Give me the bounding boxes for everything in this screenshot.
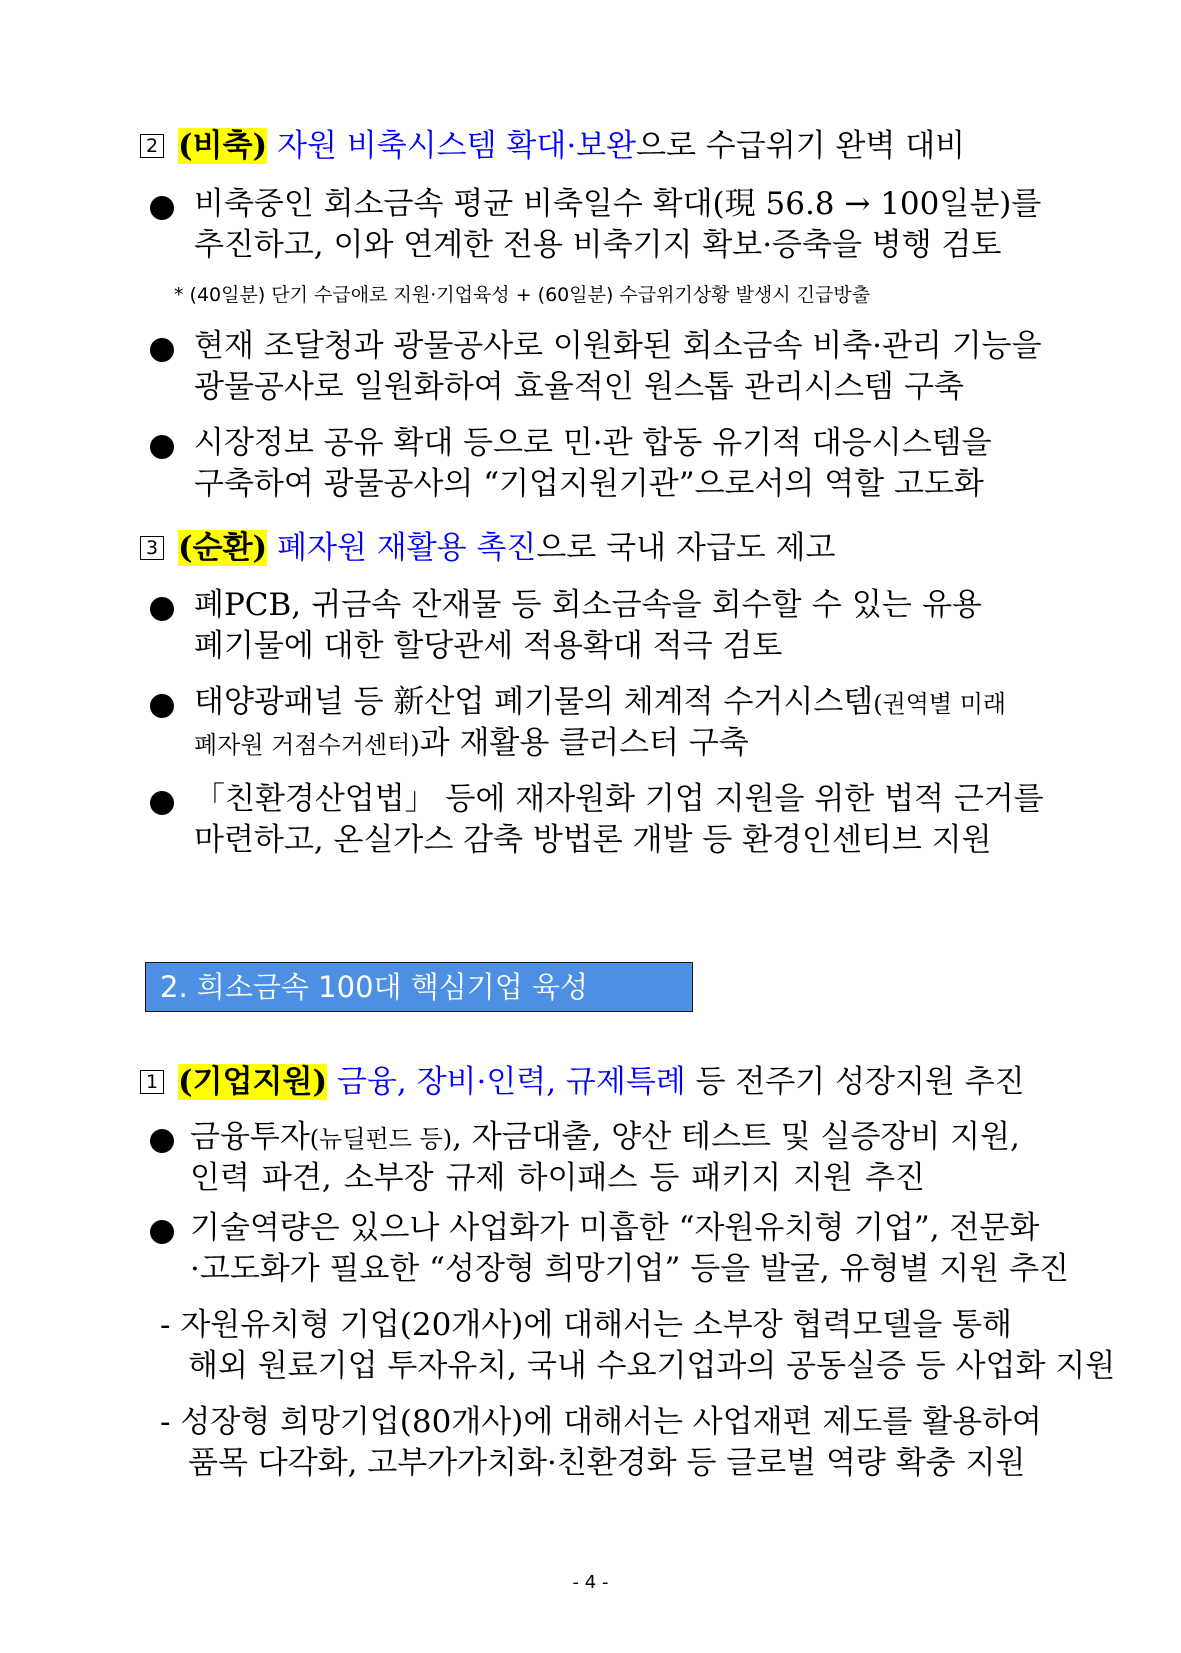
heading-rest-text: 으로 수급위기 완벽 대비 — [636, 128, 966, 164]
bullet-icon — [150, 1129, 174, 1153]
section-title-box — [145, 962, 693, 1012]
bullet-line — [190, 1117, 1020, 1159]
bullet-line: ·고도화가 필요한 “성장형 희망기업” 등을 발굴, 유형별 지원 추진 — [190, 1251, 1069, 1287]
bullet-line: 인력 파견, 소부장 규제 하이패스 등 패키지 지원 추진 — [190, 1160, 925, 1196]
heading-blue-text: 자원 비축시스템 확대·보완 — [277, 128, 637, 164]
bullet-text-small: 폐자원 거점수거센터) — [194, 731, 420, 759]
section-number-box: 1 — [140, 1070, 164, 1094]
bullet-icon — [150, 791, 174, 815]
bullet-line: 구축하여 광물공사의 “기업지원기관”으로서의 역할 고도화 — [194, 466, 984, 502]
heading-rest-text: 으로 국내 자급도 제고 — [536, 530, 836, 566]
bullet-icon — [150, 1220, 174, 1244]
bullet-text-small: (뉴딜펀드 등) — [309, 1125, 453, 1153]
section-number-box: 2 — [140, 134, 164, 158]
bullet-line: 폐기물에 대한 할당관세 적용확대 적극 검토 — [194, 628, 783, 664]
heading-blue-text: 폐자원 재활용 촉진 — [277, 530, 537, 566]
bullet-icon — [150, 597, 174, 621]
section-number-box: 3 — [140, 536, 164, 560]
dash-item-continuation: 품목 다각화, 고부가가치화·친환경화 등 글로벌 역량 확충 지원 — [188, 1445, 1026, 1481]
heading-tag: (비축) — [178, 128, 268, 164]
bullet-line: 폐PCB, 귀금속 잔재물 등 회소금속을 회수할 수 있는 유용 — [194, 587, 982, 623]
bullet-line — [194, 682, 1006, 724]
bullet-text: 태양광패널 등 新산업 폐기물의 체계적 수거시스템 — [194, 684, 874, 720]
footnote: * (40일분) 단기 수급애로 지원·기업육성 + (60일분) 수급위기상황 발생시 긴급방출 — [174, 284, 871, 306]
bullet-text: 금융투자 — [190, 1119, 310, 1155]
bullet-text: , 자금대출, 양산 테스트 및 실증장비 지원, — [452, 1119, 1020, 1155]
bullet-text: 과 재활용 클러스터 구축 — [419, 725, 749, 761]
bullet-line: 광물공사로 일원화하여 효율적인 원스톱 관리시스템 구축 — [194, 369, 964, 405]
bullet-icon — [150, 196, 174, 220]
section-heading-recycling — [140, 528, 835, 568]
bullet-icon — [150, 435, 174, 459]
heading-blue-text: 금융, 장비·인력, 규제특례 — [336, 1064, 686, 1100]
heading-rest-text: 등 전주기 성장지원 추진 — [685, 1064, 1025, 1100]
section-heading-company-support — [140, 1062, 1025, 1102]
dash-item: - 자원유치형 기업(20개사)에 대해서는 소부장 협력모델을 통해 — [160, 1307, 1012, 1343]
heading-tag: (순환) — [178, 530, 268, 566]
bullet-line: 비축중인 회소금속 평균 비축일수 확대(現 56.8 → 100일분)를 — [194, 186, 1042, 222]
bullet-line: 마련하고, 온실가스 감축 방법론 개발 등 환경인센티브 지원 — [194, 822, 992, 858]
page-number: - 4 - — [572, 1572, 609, 1593]
dash-item-continuation: 해외 원료기업 투자유치, 국내 수요기업과의 공동실증 등 사업화 지원 — [188, 1348, 1116, 1384]
dash-item: - 성장형 희망기업(80개사)에 대해서는 사업재편 제도를 활용하여 — [160, 1404, 1042, 1440]
section-heading-stockpile — [140, 126, 965, 166]
bullet-line: 「친환경산업법」 등에 재자원화 기업 지원을 위한 법적 근거를 — [194, 781, 1044, 817]
bullet-icon — [150, 694, 174, 718]
bullet-line: 현재 조달청과 광물공사로 이원화된 회소금속 비축·관리 기능을 — [194, 328, 1042, 364]
bullet-line — [194, 723, 749, 765]
section-title: 2. 희소금속 100대 핵심기업 육성 — [160, 970, 589, 1004]
heading-tag: (기업지원) — [178, 1064, 328, 1100]
bullet-line: 기술역량은 있으나 사업화가 미흡한 “자원유치형 기업”, 전문화 — [190, 1210, 1040, 1246]
bullet-icon — [150, 338, 174, 362]
bullet-line: 시장정보 공유 확대 등으로 민·관 합동 유기적 대응시스템을 — [194, 425, 992, 461]
bullet-line: 추진하고, 이와 연계한 전용 비축기지 확보·증축을 병행 검토 — [194, 227, 1002, 263]
bullet-text-small: (권역별 미래 — [873, 690, 1007, 718]
